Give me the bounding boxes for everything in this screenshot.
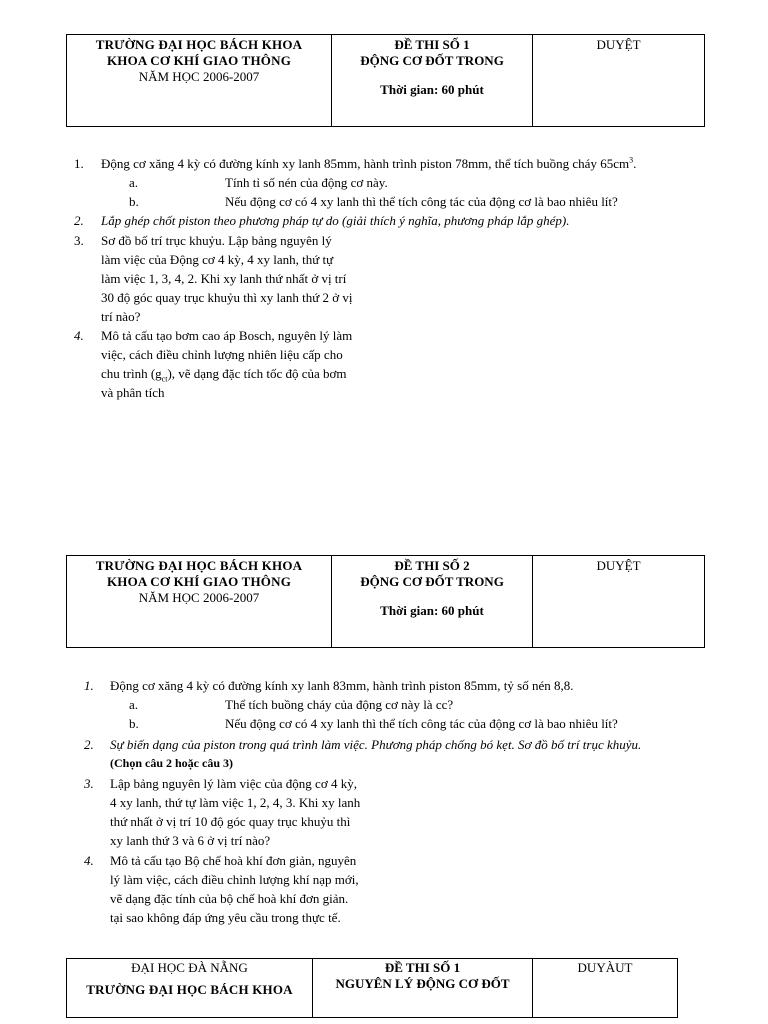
exam2-q2-choose-note: (Chọn câu 2 hoặc câu 3) [110,756,234,770]
exam1-approve-cell [532,35,704,126]
exam2-q1b-text: Nếu động cơ có 4 xy lanh thì thể tích công tác của động cơ là bao nhiêu lít? [225,716,618,731]
exam3-header-table [66,958,678,1018]
exam2-header-table [66,555,705,648]
exam2-q1-text: Động cơ xăng 4 kỳ có đường kính xy lanh 83mm, hành trình piston 85mm, tỷ số nén 8,8. [110,678,574,693]
exam1-q3-number: 3. [74,233,84,248]
exam3-approve-label: DUYÀUT [577,960,633,975]
exam1-q1a-label: a. [129,175,139,190]
exam2-school-cell [67,556,331,647]
exam1-q4-text: Mô tả cấu tạo bơm cao áp Bosch, nguyên lý làm việc, cách điều chỉnh lượng nhiên liệu cấp cho chu trình $(g_{ct})$, vẽ dạng đặc tích tốc độ của bơm và phân tích [101,328,353,400]
exam3-subject: NGUYÊN LÝ ĐỘNG CƠ ĐỐT [335,976,510,991]
exam2-q3-number: 3. [84,776,94,791]
exam2-school-year: NĂM HỌC 2006-2007 [138,590,260,605]
exam1-exam-number: ĐỀ THI SỐ 1 [394,37,470,52]
exam3-approve-cell [532,959,677,1017]
exam1-q2-text: Lắp ghép chốt piston theo phương pháp tự do (giải thích ý nghĩa, phương pháp lắp ghép). [101,213,570,228]
exam2-school-name: TRƯỜNG ĐẠI HỌC BÁCH KHOA [95,558,303,573]
exam1-school-name: TRƯỜNG ĐẠI HỌC BÁCH KHOA [95,37,303,52]
exam2-q1b-label: b. [129,716,139,731]
exam2-time: Thời gian: 60 phút [380,603,484,618]
exam1-q1b-text: Nếu động cơ có 4 xy lanh thì thể tích công tác của động cơ là bao nhiêu lít? [225,194,618,209]
exam2-subject: ĐỘNG CƠ ĐỐT TRONG [360,574,504,589]
exam2-approve-cell [532,556,704,647]
exam3-title-cell [312,959,532,1017]
exam3-school-name: TRƯỜNG ĐẠI HỌC BÁCH KHOA [86,982,293,997]
exam2-exam-number: ĐỀ THI SỐ 2 [394,558,470,573]
exam1-q1b-label: b. [129,194,139,209]
exam1-q3-text: Sơ đồ bố trí trục khuỷu. Lập bảng nguyên lý làm việc của Động cơ 4 kỳ, 4 xy lanh, thứ tự làm việc 1, 3, 4, 2. Khi xy lanh thứ nhất ở vị trí 30 độ góc quay trục khuỷu thì xy lanh thứ 2 ở vị trí nào? [101,233,353,324]
exam2-q1a-text: Thể tích buồng cháy của động cơ này là cc? [225,697,454,712]
exam2-title-cell [331,556,532,647]
exam1-q1-number: 1. [74,156,84,171]
exam1-q4-number: 4. [74,328,84,343]
exam2-q4-number: 4. [84,853,94,868]
exam3-school-cell [67,959,312,1017]
exam1-q1a-text: Tính tỉ số nén của động cơ này. [225,175,388,190]
exam2-q1-number: 1. [84,678,94,693]
exam3-university-name: ĐẠI HỌC ĐÀ NẴNG [131,960,248,975]
exam1-school-year: NĂM HỌC 2006-2007 [138,69,260,84]
exam1-subject: ĐỘNG CƠ ĐỐT TRONG [360,53,504,68]
exam2-faculty-name: KHOA CƠ KHÍ GIAO THÔNG [106,574,292,589]
exam1-school-cell [67,35,331,126]
exam2-q2-number: 2. [84,737,94,752]
exam1-approve-label: DUYỆT [596,37,641,52]
exam1-time: Thời gian: 60 phút [380,82,484,97]
exam2-q3-text: Lập bảng nguyên lý làm việc của động cơ 4 kỳ, 4 xy lanh, thứ tự làm việc 1, 2, 4, 3. Khi xy lanh thứ nhất ở vị trí 10 độ góc quay trục khuỷu thì xy lanh thứ 3 và 6 ở vị trí nào? [110,776,361,848]
exam2-q1a-label: a. [129,697,139,712]
exam1-q1-text: Động cơ xăng 4 kỳ có đường kính xy lanh 85mm, hành trình piston 78mm, thể tích buồng cháy $65cm^3$. [101,155,637,171]
exam2-q4-text: Mô tả cấu tạo Bộ chế hoà khí đơn giản, nguyên lý làm việc, cách điều chỉnh lượng khí nạp mới, vẽ dạng đặc tính của bộ chế hoà khí đơn giản. tại sao không đáp ứng yêu cầu trong thực tế. [110,853,359,925]
exam2-q2-text: Sự biến dạng của piston trong quá trình làm việc. Phương pháp chống bó kẹt. Sơ đồ bố trí trục khuỷu. [110,737,642,752]
exam1-q2-number: 2. [74,213,84,228]
exam1-faculty-name: KHOA CƠ KHÍ GIAO THÔNG [106,53,292,68]
exam3-exam-number: ĐỀ THI SỐ 1 [384,960,461,975]
exam2-approve-label: DUYỆT [596,558,641,573]
exam1-header-table [66,34,705,127]
exam1-title-cell [331,35,532,126]
